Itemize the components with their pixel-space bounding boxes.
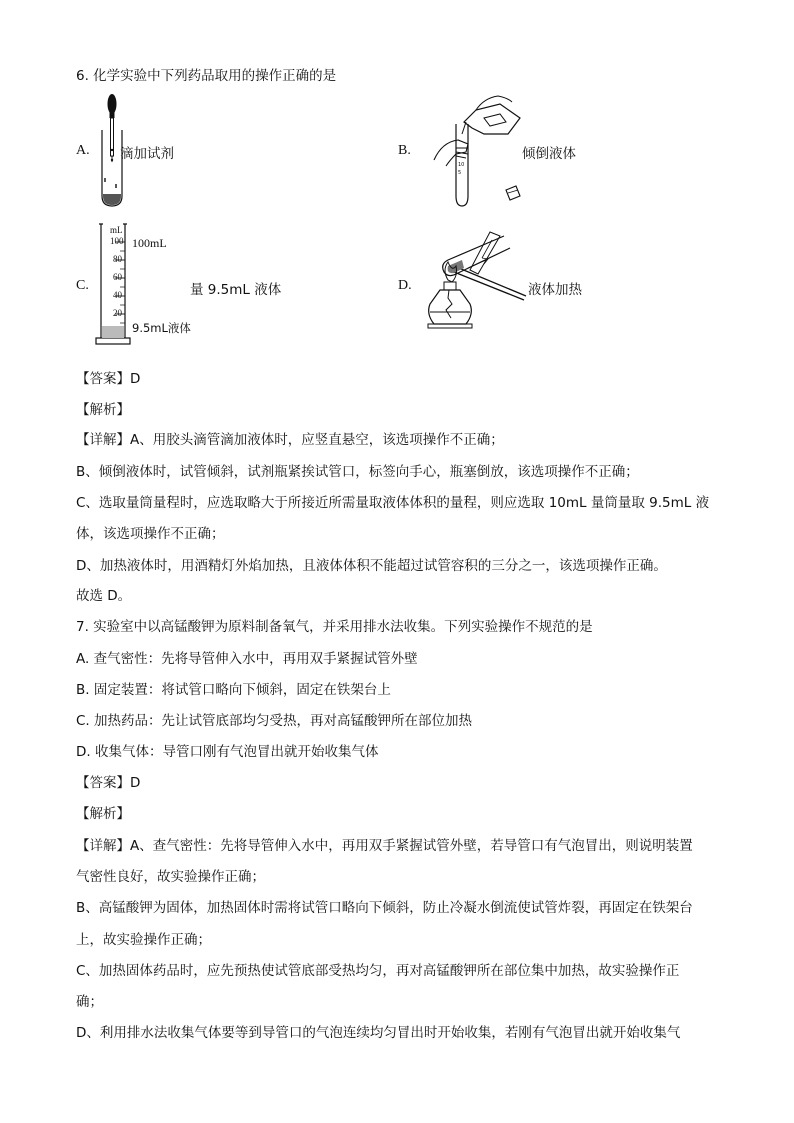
q6-conclusion: 故选 D。 (76, 588, 132, 604)
q6-explanation-line: 【详解】A、用胶头滴管滴加液体时，应竖直悬空，该选项操作不正确； (76, 432, 504, 448)
q6-option-a-label: 滴加试剂 (120, 146, 174, 162)
q6-explanation-line: B、倾倒液体时，试管倾斜，试剂瓶紧挨试管口，标签向手心，瓶塞倒放，该选项操作不正确； (76, 464, 639, 480)
q7-explanation-line: 上，故实验操作正确； (76, 932, 211, 948)
q6-explanation-line: C、选取量筒量程时，应选取略大于所接近所需量取液体体积的量程，则应选取 10mL 量筒量取 9.5mL 液 (76, 495, 710, 511)
q7-explanation-line: 气密性良好，故实验操作正确； (76, 869, 265, 885)
svg-text:10: 10 (458, 162, 465, 168)
q6-option-b-letter: B. (398, 143, 411, 158)
cylinder-tick-40: 40 (113, 290, 122, 300)
cylinder-unit-label: mL (110, 225, 123, 235)
q7-explanation-line: 确； (76, 994, 103, 1010)
q6-answer: 【答案】D (76, 371, 141, 387)
q6-explanation-line: 体，该选项操作不正确； (76, 526, 225, 542)
q6-option-b-label: 倾倒液体 (522, 146, 576, 162)
cylinder-tick-80: 80 (113, 254, 122, 264)
cylinder-capacity-label: 100mL (132, 236, 167, 250)
cylinder-tick-100: 100 (110, 236, 124, 246)
q7-analysis-title: 【解析】 (76, 806, 130, 822)
q7-explanation-line: 【详解】A、查气密性：先将导管伸入水中，再用双手紧握试管外壁，若导管口有气泡冒出，则说明装置 (76, 838, 693, 854)
q7-option-c: C. 加热药品：先让试管底部均匀受热，再对高锰酸钾所在部位加热 (76, 713, 473, 729)
q7-explanation-line: D、利用排水法收集气体要等到导管口的气泡连续均匀冒出时开始收集，若刚有气泡冒出就开始收集气 (76, 1025, 681, 1041)
cylinder-tick-20: 20 (113, 308, 122, 318)
q7-answer: 【答案】D (76, 775, 141, 791)
cylinder-tick-60: 60 (113, 272, 122, 282)
q7-option-a: A. 查气密性：先将导管伸入水中，再用双手紧握试管外壁 (76, 651, 418, 667)
q6-analysis-title: 【解析】 (76, 402, 130, 418)
q6-option-a-letter: A. (76, 143, 90, 158)
cylinder-liquid-label: 9.5mL液体 (132, 321, 191, 335)
q7-explanation-line: C、加热固体药品时，应先预热使试管底部受热均匀，再对高锰酸钾所在部位集中加热，故实验操作正 (76, 963, 680, 979)
q6-option-c-letter: C. (76, 278, 89, 293)
q6-option-d-letter: D. (398, 278, 412, 293)
q7-stem: 7. 实验室中以高锰酸钾为原料制备氧气，并采用排水法收集。下列实验操作不规范的是 (76, 619, 593, 635)
q7-option-b: B. 固定装置：将试管口略向下倾斜，固定在铁架台上 (76, 682, 391, 698)
svg-text:5: 5 (458, 170, 462, 176)
q6-stem: 6. 化学实验中下列药品取用的操作正确的是 (76, 68, 337, 84)
heating-liquid-illustration (418, 228, 528, 348)
q6-option-c-label: 量 9.5mL 液体 (190, 282, 282, 298)
q7-option-d: D. 收集气体：导管口刚有气泡冒出就开始收集气体 (76, 744, 379, 760)
q7-explanation-line: B、高锰酸钾为固体，加热固体时需将试管口略向下倾斜，防止冷凝水倒流使试管炸裂，再固定在铁架台 (76, 900, 693, 916)
q6-option-d-label: 液体加热 (528, 282, 582, 298)
q6-explanation-line: D、加热液体时，用酒精灯外焰加热，且液体体积不能超过试管容积的三分之一，该选项操作正确。 (76, 558, 667, 574)
